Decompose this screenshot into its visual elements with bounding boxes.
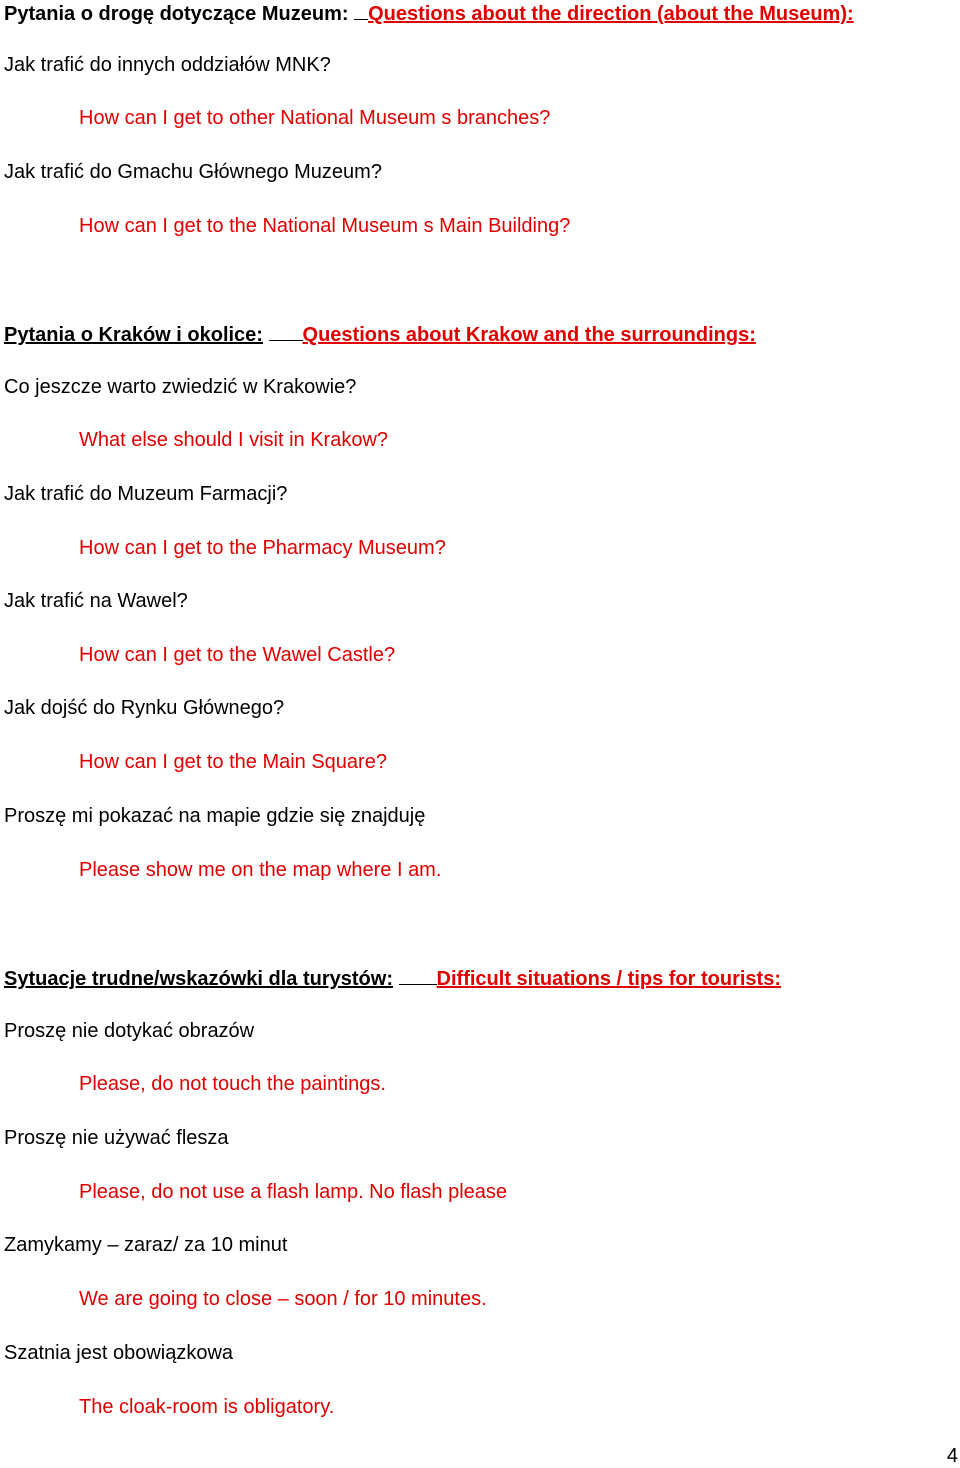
heading-underline-gap	[354, 0, 368, 20]
phrase-polish: Zamykamy – zaraz/ za 10 minut	[4, 1234, 288, 1256]
phrase-english: How can I get to other National Museum s branches?	[79, 107, 551, 129]
phrase-english: Please, do not use a flash lamp. No flash please	[79, 1181, 508, 1203]
phrase-polish: Szatnia jest obowiązkowa	[4, 1342, 234, 1364]
heading-english: Difficult situations / tips for tourists:	[436, 968, 781, 990]
phrase-polish: Jak trafić do innych oddziałów MNK?	[4, 54, 331, 76]
phrase-english: We are going to close – soon / for 10 minutes.	[79, 1288, 487, 1310]
phrase-polish: Jak trafić do Muzeum Farmacji?	[4, 483, 288, 505]
heading-underline-gap	[399, 964, 437, 985]
section-heading-museum-directions	[4, 0, 854, 25]
heading-polish: Pytania o drogę dotyczące Muzeum:	[4, 3, 349, 25]
heading-polish: Pytania o Kraków i okolice:	[4, 324, 263, 346]
phrase-polish: Jak dojść do Rynku Głównego?	[4, 697, 285, 719]
phrase-english: How can I get to the Wawel Castle?	[79, 644, 396, 666]
page-number: 4	[946, 1445, 958, 1467]
phrase-polish: Jak trafić na Wawel?	[4, 590, 188, 612]
section-heading-tips	[4, 964, 781, 990]
phrase-polish: Co jeszcze warto zwiedzić w Krakowie?	[4, 376, 357, 398]
heading-underline-gap	[269, 320, 303, 341]
phrase-english: How can I get to the Main Square?	[79, 751, 387, 773]
phrase-english: Please show me on the map where I am.	[79, 859, 442, 881]
heading-english: Questions about the direction (about the Museum):	[368, 3, 854, 25]
phrase-polish: Jak trafić do Gmachu Głównego Muzeum?	[4, 161, 382, 183]
phrase-polish: Proszę nie używać flesza	[4, 1127, 229, 1149]
phrase-polish: Proszę mi pokazać na mapie gdzie się znajduję	[4, 805, 426, 827]
phrase-english: What else should I visit in Krakow?	[79, 429, 389, 451]
phrase-polish: Proszę nie dotykać obrazów	[4, 1020, 255, 1042]
heading-english: Questions about Krakow and the surroundings:	[302, 324, 756, 346]
phrase-english: Please, do not touch the paintings.	[79, 1073, 386, 1095]
section-heading-krakow	[4, 320, 756, 346]
heading-polish: Sytuacje trudne/wskazówki dla turystów:	[4, 968, 393, 990]
phrase-english: How can I get to the National Museum s Main Building?	[79, 215, 571, 237]
phrase-english: How can I get to the Pharmacy Museum?	[79, 537, 446, 559]
phrase-english: The cloak-room is obligatory.	[79, 1396, 335, 1418]
